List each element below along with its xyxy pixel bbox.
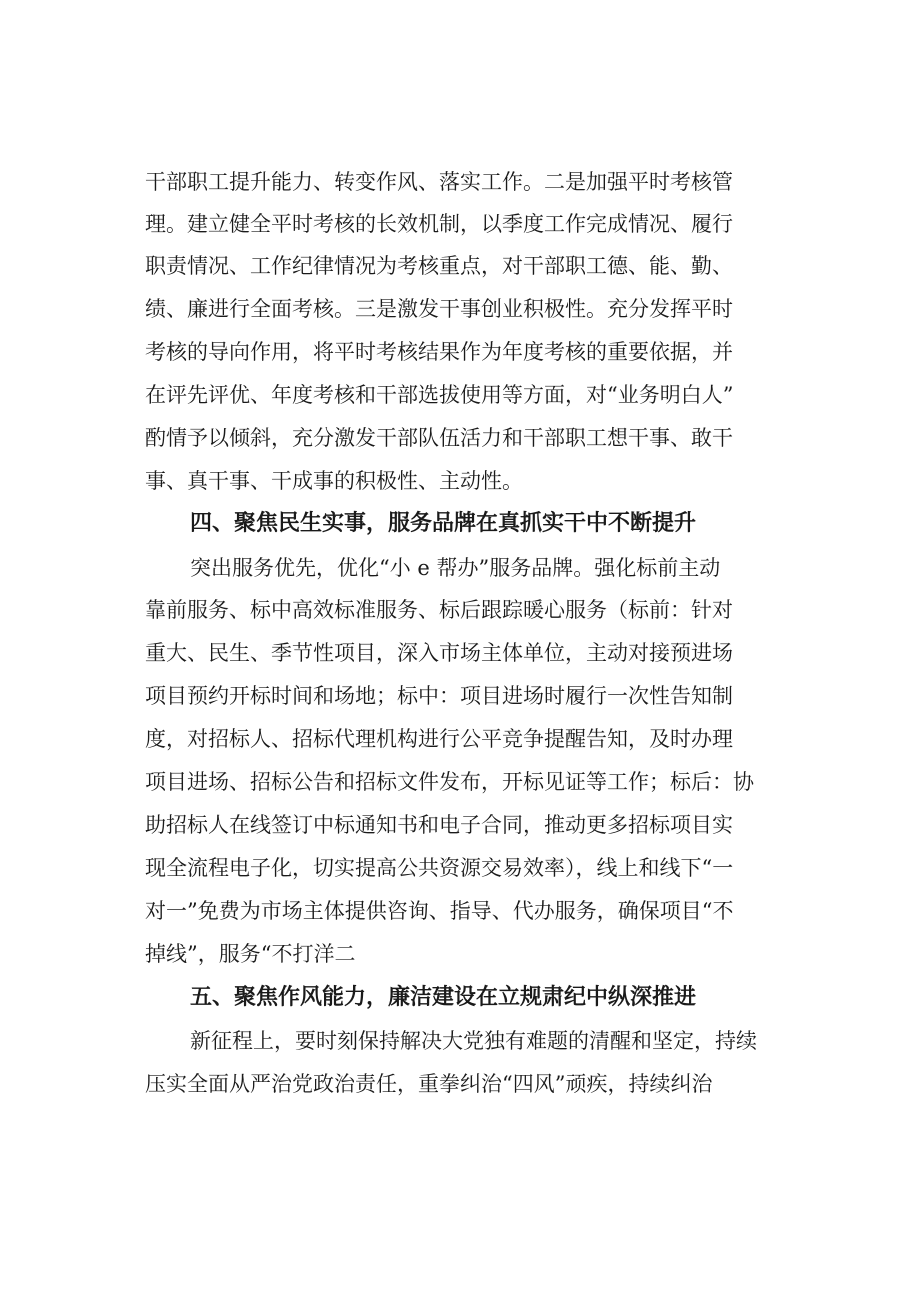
text-line: 干部职工提升能力、转变作风、落实工作。二是加强平时考核管 bbox=[145, 170, 733, 194]
text-line: 新征程上，要时刻保持解决大党独有难题的清醒和坚定，持续 bbox=[190, 1029, 757, 1053]
text-line: 突出服务优先，优化“小 e 帮办”服务品牌。强化标前主动 bbox=[190, 556, 721, 580]
text-line: 度，对招标人、招标代理机构进行公平竞争提醒告知，及时办理 bbox=[145, 727, 733, 751]
text-line: 职责情况、工作纪律情况为考核重点，对干部职工德、能、勤、 bbox=[145, 254, 733, 278]
text-line: 对一”免费为市场主体提供咨询、指导、代办服务，确保项目“不 bbox=[145, 899, 734, 923]
section-heading: 五、聚焦作风能力，廉洁建设在立规肃纪中纵深推进 bbox=[190, 985, 697, 1010]
text-line: 现全流程电子化，切实提高公共资源交易效率），线上和线下“一 bbox=[145, 856, 734, 880]
text-line: 助招标人在线签订中标通知书和电子合同，推动更多招标项目实 bbox=[145, 813, 733, 837]
text-line: 酌情予以倾斜，充分激发干部队伍活力和干部职工想干事、敢干 bbox=[145, 426, 733, 450]
text-line: 重大、民生、季节性项目，深入市场主体单位，主动对接预进场 bbox=[145, 641, 733, 665]
text-line: 靠前服务、标中高效标准服务、标后跟踪暖心服务（标前：针对 bbox=[145, 598, 733, 622]
text-line: 绩、廉进行全面考核。三是激发干事创业积极性。充分发挥平时 bbox=[145, 297, 733, 321]
text-line: 在评先评优、年度考核和干部选拔使用等方面，对“业务明白人” bbox=[145, 383, 734, 407]
text-line: 掉线”，服务“不打洋二 bbox=[145, 942, 356, 966]
text-line: 压实全面从严治党政治责任，重拳纠治“四风”顽疾，持续纠治 bbox=[145, 1072, 713, 1096]
text-line: 项目进场、招标公告和招标文件发布，开标见证等工作；标后：协 bbox=[145, 770, 754, 794]
text-line: 考核的导向作用，将平时考核结果作为年度考核的重要依据，并 bbox=[145, 340, 733, 364]
section-heading: 四、聚焦民生实事，服务品牌在真抓实干中不断提升 bbox=[190, 511, 697, 536]
text-line: 事、真干事、干成事的积极性、主动性。 bbox=[145, 469, 523, 493]
text-line: 项目预约开标时间和场地；标中：项目进场时履行一次性告知制 bbox=[145, 684, 733, 708]
text-line: 理。建立健全平时考核的长效机制，以季度工作完成情况、履行 bbox=[145, 212, 733, 236]
